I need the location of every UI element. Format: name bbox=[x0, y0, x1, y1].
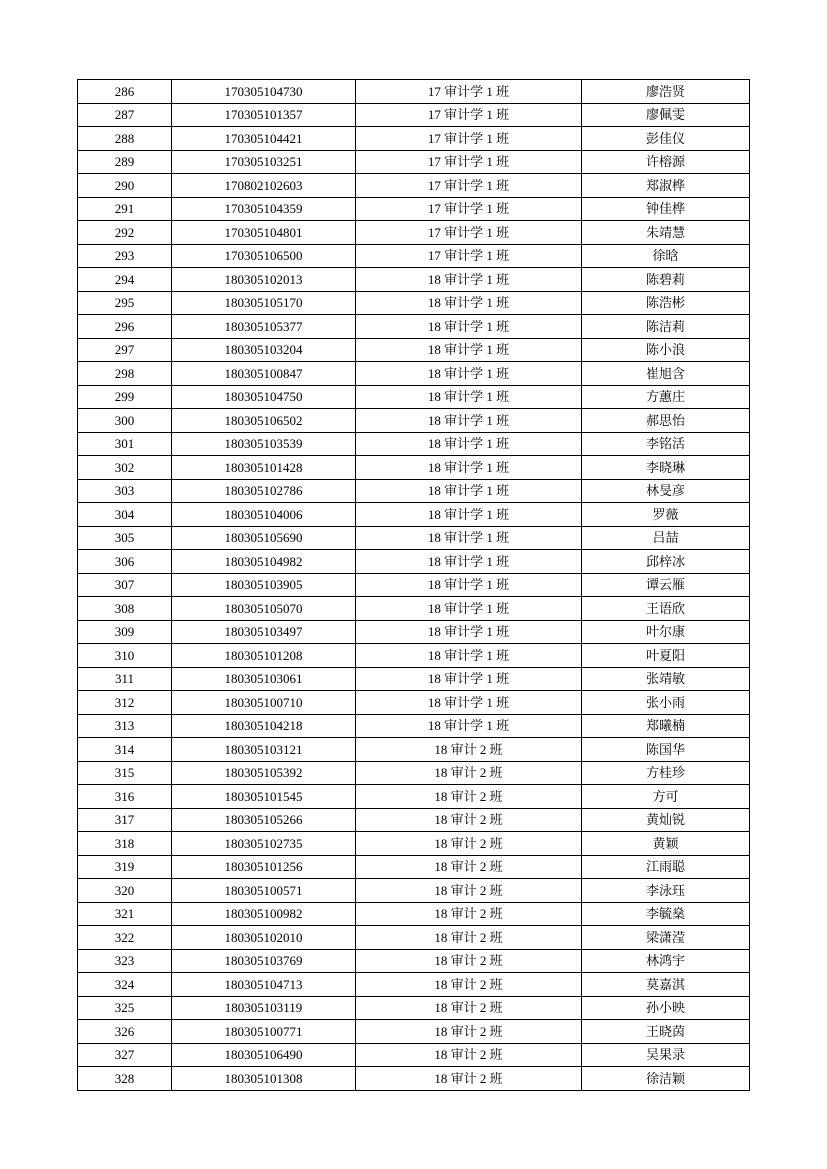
student-id-cell: 180305104750 bbox=[172, 385, 356, 409]
class-name-cell: 18 审计 2 班 bbox=[356, 1043, 582, 1067]
class-name-cell: 18 审计 2 班 bbox=[356, 808, 582, 832]
student-id-cell: 180305103204 bbox=[172, 338, 356, 362]
class-name-cell: 17 审计学 1 班 bbox=[356, 103, 582, 127]
row-number-cell: 311 bbox=[78, 667, 172, 691]
row-number-cell: 302 bbox=[78, 456, 172, 480]
student-id-cell: 180305100982 bbox=[172, 902, 356, 926]
row-number-cell: 304 bbox=[78, 503, 172, 527]
class-name-cell: 18 审计 2 班 bbox=[356, 1020, 582, 1044]
table-row bbox=[78, 1067, 750, 1091]
row-number-cell: 306 bbox=[78, 550, 172, 574]
table-row bbox=[78, 362, 750, 386]
table-row bbox=[78, 620, 750, 644]
table-row bbox=[78, 338, 750, 362]
class-name-cell: 18 审计 2 班 bbox=[356, 996, 582, 1020]
class-name-cell: 18 审计学 1 班 bbox=[356, 691, 582, 715]
table-row bbox=[78, 174, 750, 198]
row-number-cell: 324 bbox=[78, 973, 172, 997]
table-row bbox=[78, 103, 750, 127]
student-id-cell: 180305102735 bbox=[172, 832, 356, 856]
class-name-cell: 17 审计学 1 班 bbox=[356, 174, 582, 198]
student-name-cell: 郝思怡 bbox=[582, 409, 750, 433]
student-name-cell: 崔旭含 bbox=[582, 362, 750, 386]
table-row bbox=[78, 315, 750, 339]
student-id-cell: 180305100710 bbox=[172, 691, 356, 715]
student-id-cell: 180305103119 bbox=[172, 996, 356, 1020]
class-name-cell: 18 审计 2 班 bbox=[356, 926, 582, 950]
class-name-cell: 18 审计学 1 班 bbox=[356, 714, 582, 738]
row-number-cell: 290 bbox=[78, 174, 172, 198]
table-row bbox=[78, 973, 750, 997]
class-name-cell: 18 审计学 1 班 bbox=[356, 432, 582, 456]
row-number-cell: 313 bbox=[78, 714, 172, 738]
row-number-cell: 325 bbox=[78, 996, 172, 1020]
row-number-cell: 317 bbox=[78, 808, 172, 832]
student-id-cell: 180305101208 bbox=[172, 644, 356, 668]
student-id-cell: 180305104982 bbox=[172, 550, 356, 574]
table-row bbox=[78, 855, 750, 879]
table-row bbox=[78, 949, 750, 973]
student-name-cell: 叶夏阳 bbox=[582, 644, 750, 668]
student-name-cell: 王语欣 bbox=[582, 597, 750, 621]
table-row bbox=[78, 526, 750, 550]
table-row bbox=[78, 456, 750, 480]
student-id-cell: 170305104801 bbox=[172, 221, 356, 245]
row-number-cell: 296 bbox=[78, 315, 172, 339]
student-name-cell: 吴果录 bbox=[582, 1043, 750, 1067]
table-row bbox=[78, 80, 750, 104]
row-number-cell: 326 bbox=[78, 1020, 172, 1044]
row-number-cell: 312 bbox=[78, 691, 172, 715]
student-name-cell: 廖佩雯 bbox=[582, 103, 750, 127]
table-row bbox=[78, 597, 750, 621]
class-name-cell: 18 审计学 1 班 bbox=[356, 573, 582, 597]
student-name-cell: 许榕源 bbox=[582, 150, 750, 174]
student-name-cell: 梁潇滢 bbox=[582, 926, 750, 950]
class-name-cell: 18 审计学 1 班 bbox=[356, 268, 582, 292]
class-name-cell: 17 审计学 1 班 bbox=[356, 197, 582, 221]
student-id-cell: 180305103061 bbox=[172, 667, 356, 691]
student-id-cell: 180305106502 bbox=[172, 409, 356, 433]
class-name-cell: 18 审计 2 班 bbox=[356, 879, 582, 903]
student-name-cell: 李铭活 bbox=[582, 432, 750, 456]
student-id-cell: 180305105170 bbox=[172, 291, 356, 315]
student-id-cell: 180305104218 bbox=[172, 714, 356, 738]
student-id-cell: 180305102786 bbox=[172, 479, 356, 503]
class-name-cell: 18 审计学 1 班 bbox=[356, 550, 582, 574]
student-name-cell: 李泳珏 bbox=[582, 879, 750, 903]
student-id-cell: 180305106490 bbox=[172, 1043, 356, 1067]
table-row bbox=[78, 291, 750, 315]
table-row bbox=[78, 879, 750, 903]
student-id-cell: 180305105392 bbox=[172, 761, 356, 785]
student-name-cell: 郑曦楠 bbox=[582, 714, 750, 738]
student-name-cell: 张小雨 bbox=[582, 691, 750, 715]
table-row bbox=[78, 127, 750, 151]
class-name-cell: 18 审计 2 班 bbox=[356, 761, 582, 785]
row-number-cell: 298 bbox=[78, 362, 172, 386]
student-id-cell: 180305105690 bbox=[172, 526, 356, 550]
student-name-cell: 方蕙庄 bbox=[582, 385, 750, 409]
row-number-cell: 291 bbox=[78, 197, 172, 221]
student-name-cell: 廖浩贤 bbox=[582, 80, 750, 104]
class-name-cell: 17 审计学 1 班 bbox=[356, 244, 582, 268]
row-number-cell: 321 bbox=[78, 902, 172, 926]
table-row bbox=[78, 738, 750, 762]
class-name-cell: 18 审计学 1 班 bbox=[356, 644, 582, 668]
row-number-cell: 308 bbox=[78, 597, 172, 621]
student-id-cell: 180305100771 bbox=[172, 1020, 356, 1044]
row-number-cell: 289 bbox=[78, 150, 172, 174]
class-name-cell: 18 审计 2 班 bbox=[356, 785, 582, 809]
student-id-cell: 180305101428 bbox=[172, 456, 356, 480]
table-row bbox=[78, 268, 750, 292]
table-row bbox=[78, 550, 750, 574]
student-name-cell: 陈碧莉 bbox=[582, 268, 750, 292]
student-name-cell: 江雨聪 bbox=[582, 855, 750, 879]
student-name-cell: 钟佳桦 bbox=[582, 197, 750, 221]
student-id-cell: 170305104421 bbox=[172, 127, 356, 151]
student-name-cell: 谭云雁 bbox=[582, 573, 750, 597]
row-number-cell: 327 bbox=[78, 1043, 172, 1067]
student-name-cell: 莫嘉淇 bbox=[582, 973, 750, 997]
class-name-cell: 18 审计学 1 班 bbox=[356, 338, 582, 362]
roster-sheet bbox=[77, 79, 749, 1091]
class-name-cell: 18 审计 2 班 bbox=[356, 949, 582, 973]
row-number-cell: 314 bbox=[78, 738, 172, 762]
row-number-cell: 328 bbox=[78, 1067, 172, 1091]
student-id-cell: 170305104730 bbox=[172, 80, 356, 104]
student-id-cell: 170802102603 bbox=[172, 174, 356, 198]
table-row bbox=[78, 761, 750, 785]
student-id-cell: 180305103539 bbox=[172, 432, 356, 456]
row-number-cell: 309 bbox=[78, 620, 172, 644]
class-name-cell: 18 审计 2 班 bbox=[356, 738, 582, 762]
row-number-cell: 310 bbox=[78, 644, 172, 668]
student-name-cell: 徐洁颖 bbox=[582, 1067, 750, 1091]
row-number-cell: 322 bbox=[78, 926, 172, 950]
student-name-cell: 黄灿锐 bbox=[582, 808, 750, 832]
class-name-cell: 18 审计学 1 班 bbox=[356, 315, 582, 339]
row-number-cell: 294 bbox=[78, 268, 172, 292]
row-number-cell: 315 bbox=[78, 761, 172, 785]
row-number-cell: 286 bbox=[78, 80, 172, 104]
student-id-cell: 170305104359 bbox=[172, 197, 356, 221]
class-name-cell: 18 审计学 1 班 bbox=[356, 526, 582, 550]
class-name-cell: 18 审计 2 班 bbox=[356, 832, 582, 856]
student-id-cell: 180305101256 bbox=[172, 855, 356, 879]
student-name-cell: 林旻彦 bbox=[582, 479, 750, 503]
class-name-cell: 18 审计学 1 班 bbox=[356, 385, 582, 409]
table-row bbox=[78, 832, 750, 856]
student-name-cell: 朱靖慧 bbox=[582, 221, 750, 245]
row-number-cell: 305 bbox=[78, 526, 172, 550]
student-name-cell: 李晓琳 bbox=[582, 456, 750, 480]
row-number-cell: 320 bbox=[78, 879, 172, 903]
table-row bbox=[78, 785, 750, 809]
student-name-cell: 陈小浪 bbox=[582, 338, 750, 362]
student-name-cell: 郑淑桦 bbox=[582, 174, 750, 198]
student-id-cell: 180305104713 bbox=[172, 973, 356, 997]
student-name-cell: 徐晗 bbox=[582, 244, 750, 268]
table-row bbox=[78, 1020, 750, 1044]
table-row bbox=[78, 808, 750, 832]
student-id-cell: 180305103905 bbox=[172, 573, 356, 597]
student-id-cell: 180305105377 bbox=[172, 315, 356, 339]
row-number-cell: 307 bbox=[78, 573, 172, 597]
student-name-cell: 吕喆 bbox=[582, 526, 750, 550]
row-number-cell: 292 bbox=[78, 221, 172, 245]
student-id-cell: 180305103769 bbox=[172, 949, 356, 973]
class-name-cell: 18 审计学 1 班 bbox=[356, 667, 582, 691]
student-id-cell: 180305101545 bbox=[172, 785, 356, 809]
table-row bbox=[78, 150, 750, 174]
table-row bbox=[78, 926, 750, 950]
student-name-cell: 陈浩彬 bbox=[582, 291, 750, 315]
table-row bbox=[78, 409, 750, 433]
class-name-cell: 18 审计 2 班 bbox=[356, 973, 582, 997]
class-name-cell: 18 审计学 1 班 bbox=[356, 362, 582, 386]
table-row bbox=[78, 479, 750, 503]
student-id-cell: 180305102013 bbox=[172, 268, 356, 292]
class-name-cell: 18 审计学 1 班 bbox=[356, 503, 582, 527]
table-row bbox=[78, 644, 750, 668]
student-name-cell: 邱梓冰 bbox=[582, 550, 750, 574]
table-row bbox=[78, 432, 750, 456]
student-name-cell: 彭佳仪 bbox=[582, 127, 750, 151]
table-row bbox=[78, 902, 750, 926]
row-number-cell: 300 bbox=[78, 409, 172, 433]
student-id-cell: 180305100847 bbox=[172, 362, 356, 386]
row-number-cell: 318 bbox=[78, 832, 172, 856]
table-row bbox=[78, 996, 750, 1020]
class-name-cell: 18 审计学 1 班 bbox=[356, 456, 582, 480]
table-row bbox=[78, 691, 750, 715]
table-row bbox=[78, 503, 750, 527]
row-number-cell: 297 bbox=[78, 338, 172, 362]
table-row bbox=[78, 221, 750, 245]
student-name-cell: 陈洁莉 bbox=[582, 315, 750, 339]
table-row bbox=[78, 1043, 750, 1067]
student-name-cell: 罗薇 bbox=[582, 503, 750, 527]
table-row bbox=[78, 385, 750, 409]
class-name-cell: 18 审计 2 班 bbox=[356, 902, 582, 926]
row-number-cell: 323 bbox=[78, 949, 172, 973]
row-number-cell: 303 bbox=[78, 479, 172, 503]
row-number-cell: 319 bbox=[78, 855, 172, 879]
student-id-cell: 180305104006 bbox=[172, 503, 356, 527]
class-name-cell: 17 审计学 1 班 bbox=[356, 127, 582, 151]
row-number-cell: 316 bbox=[78, 785, 172, 809]
class-name-cell: 17 审计学 1 班 bbox=[356, 80, 582, 104]
class-name-cell: 17 审计学 1 班 bbox=[356, 221, 582, 245]
table-row bbox=[78, 714, 750, 738]
class-name-cell: 18 审计 2 班 bbox=[356, 1067, 582, 1091]
student-id-cell: 180305105070 bbox=[172, 597, 356, 621]
student-name-cell: 张靖敏 bbox=[582, 667, 750, 691]
row-number-cell: 287 bbox=[78, 103, 172, 127]
student-name-cell: 黄颖 bbox=[582, 832, 750, 856]
table-row bbox=[78, 244, 750, 268]
student-id-cell: 180305100571 bbox=[172, 879, 356, 903]
class-name-cell: 18 审计学 1 班 bbox=[356, 479, 582, 503]
student-id-cell: 180305103121 bbox=[172, 738, 356, 762]
class-name-cell: 18 审计学 1 班 bbox=[356, 597, 582, 621]
table-row bbox=[78, 573, 750, 597]
class-name-cell: 18 审计学 1 班 bbox=[356, 620, 582, 644]
row-number-cell: 288 bbox=[78, 127, 172, 151]
student-name-cell: 孙小映 bbox=[582, 996, 750, 1020]
student-name-cell: 林鸿宇 bbox=[582, 949, 750, 973]
student-table bbox=[77, 79, 750, 1091]
student-name-cell: 王晓茵 bbox=[582, 1020, 750, 1044]
student-id-cell: 180305103497 bbox=[172, 620, 356, 644]
student-id-cell: 170305103251 bbox=[172, 150, 356, 174]
student-id-cell: 180305101308 bbox=[172, 1067, 356, 1091]
row-number-cell: 295 bbox=[78, 291, 172, 315]
student-name-cell: 叶尔康 bbox=[582, 620, 750, 644]
table-row bbox=[78, 197, 750, 221]
student-name-cell: 李毓燊 bbox=[582, 902, 750, 926]
row-number-cell: 301 bbox=[78, 432, 172, 456]
student-name-cell: 陈国华 bbox=[582, 738, 750, 762]
row-number-cell: 293 bbox=[78, 244, 172, 268]
student-id-cell: 180305102010 bbox=[172, 926, 356, 950]
class-name-cell: 18 审计学 1 班 bbox=[356, 409, 582, 433]
student-name-cell: 方桂珍 bbox=[582, 761, 750, 785]
student-name-cell: 方可 bbox=[582, 785, 750, 809]
row-number-cell: 299 bbox=[78, 385, 172, 409]
class-name-cell: 18 审计学 1 班 bbox=[356, 291, 582, 315]
student-table-body bbox=[78, 80, 750, 1091]
student-id-cell: 170305101357 bbox=[172, 103, 356, 127]
student-id-cell: 180305105266 bbox=[172, 808, 356, 832]
student-id-cell: 170305106500 bbox=[172, 244, 356, 268]
class-name-cell: 17 审计学 1 班 bbox=[356, 150, 582, 174]
class-name-cell: 18 审计 2 班 bbox=[356, 855, 582, 879]
table-row bbox=[78, 667, 750, 691]
